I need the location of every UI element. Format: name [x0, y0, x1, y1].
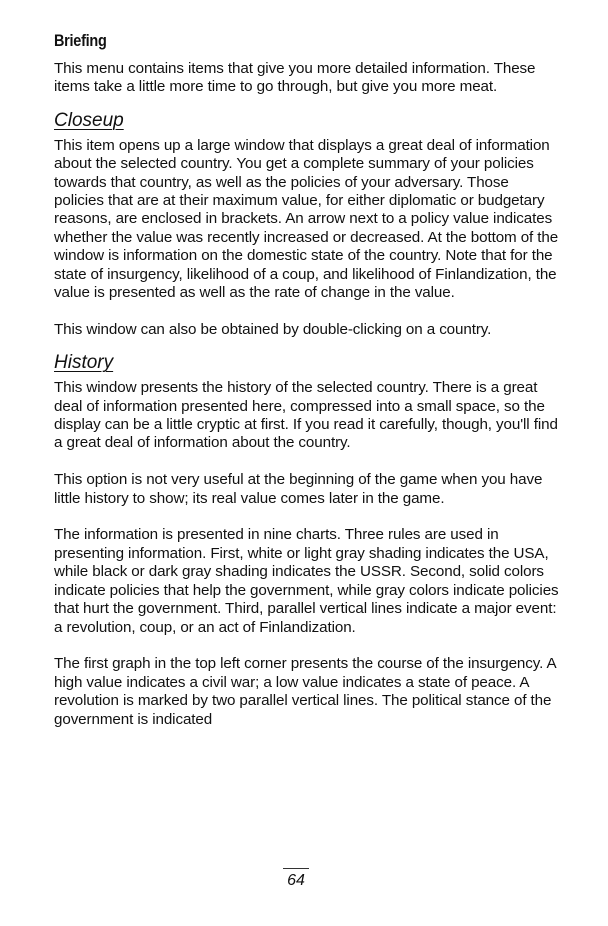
history-paragraph-4: The first graph in the top left corner presents the course of the insurgency. A high value indicates a civil war; a low value indicates a state of peace. A revolution is marked by two parallel vertical lines. The political stance of the government is indicated	[54, 655, 556, 728]
closeup-paragraph-1: This item opens up a large window that displays a great deal of information about the selected country. You get a complete summary of your policies towards that country, as well as the policies of your adversary. Those policies that are at their maximum value, for either diplomatic or budgetary reasons, are enclosed in brackets. An arrow next to a policy value indicates whether the value was recently increased or decreased. At the bottom of the window is information on the domestic state of the country. Note that for the state of insurgency, likelihood of a coup, and likelihood of Finlandization, the value is presented as well as the rate of change in the value.	[54, 136, 559, 302]
history-paragraph-2: This option is not very useful at the beginning of the game when you have little history to show; its real value comes later in the game.	[54, 471, 543, 507]
manual-page	[54, 30, 559, 729]
history-paragraph-1: This window presents the history of the selected country. There is a great deal of information presented here, compressed into a small space, so the display can be a little cryptic at first. If you read it carefully, though, you'll find a great deal of information about the country.	[54, 379, 558, 452]
closeup-title: Closeup	[54, 109, 124, 131]
briefing-heading: Briefing	[54, 31, 107, 50]
history-title: History	[54, 352, 114, 374]
page-footer	[0, 868, 608, 891]
briefing-intro: This menu contains items that give you more detailed information. These items take a little more time to go through, but give you more meat.	[54, 60, 536, 96]
footer-rule	[283, 868, 309, 869]
history-paragraph-3: The information is presented in nine charts. Three rules are used in presenting information. First, white or light gray shading indicates the USA, while black or dark gray shading indicates the USSR. Second, solid colors indicate policies that help the government, while gray colors indicate policies that hurt the government. Third, parallel vertical lines indicate a major event: a revolution, coup, or an act of Finlandization.	[54, 526, 559, 636]
closeup-paragraph-2: This window can also be obtained by double-clicking on a country.	[54, 320, 492, 338]
page-number: 64	[287, 872, 305, 889]
